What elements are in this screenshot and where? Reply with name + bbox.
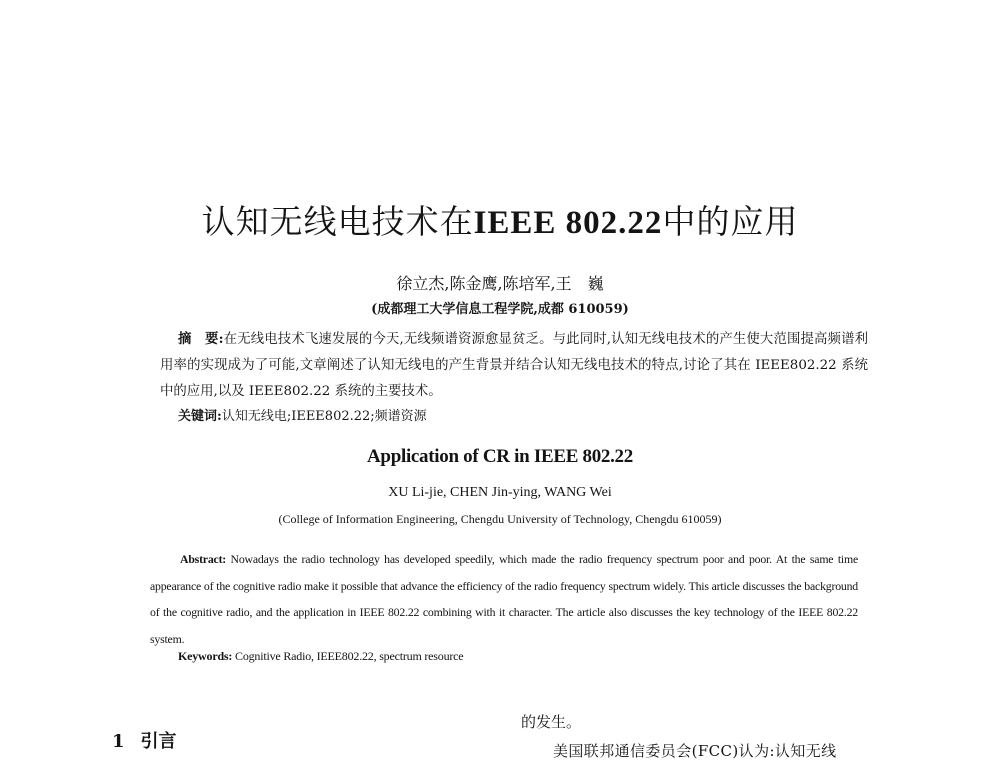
english-title: Application of CR in IEEE 802.22 [367, 446, 633, 467]
english-authors: XU Li-jie, CHEN Jin-ying, WANG Wei [388, 485, 612, 500]
section-number: 1 [112, 731, 125, 752]
keywords-zh-label: 关键词: [178, 409, 222, 424]
page-title [0, 196, 1000, 243]
body-text-line: 美国联邦通信委员会(FCC)认为:认知无线 [553, 742, 837, 760]
affiliation-zh: (成都理工大学信息工程学院,成都 610059) [371, 302, 629, 317]
abstract-zh-text: 在无线电技术飞速发展的今天,无线频谱资源愈显贫乏。与此同时,认知无线电技术的产生使大范围提高频谱利用率的实现成为了可能,文章阐述了认知无线电的产生背景并结合认知无线电技术的特点,讨论了其在 IEEE802.22 系统中的应用,以及 IEEE802.22 系统的主要技术。 [160, 332, 868, 399]
abstract-en-text: Nowadays the radio technology has developed speedily, which made the radio frequency spectrum poor and poor. At the same time appearance of the cognitive radio make it possible that advance the efficiency of the radio frequency spectrum widely. This article discusses the background of the cognitive radio, and the application in IEEE 802.22 combining with it character. The article also discusses the key technology of the IEEE 802.22 system. [150, 552, 859, 646]
title-en-part: IEEE 802.22 [473, 205, 663, 241]
abstract-zh [160, 326, 868, 405]
keywords-en-label: Keywords: [178, 649, 233, 663]
section-title: 引言 [140, 731, 177, 752]
body-text-line: 的发生。 [521, 713, 582, 731]
section-heading [112, 727, 177, 753]
authors-zh: 徐立杰,陈金鹰,陈培军,王 巍 [396, 274, 604, 293]
abstract-en-label: Abstract: [180, 552, 227, 566]
title-zh-suffix: 中的应用 [662, 202, 799, 241]
abstract-zh-label: 摘 要: [178, 331, 224, 347]
keywords-zh-text: 认知无线电;IEEE802.22;频谱资源 [221, 409, 427, 424]
keywords-en [178, 649, 463, 664]
keywords-en-text: Cognitive Radio, IEEE802.22, spectrum resource [235, 649, 464, 663]
keywords-zh [178, 404, 427, 430]
abstract-en [150, 546, 858, 652]
title-zh-prefix: 认知无线电技术在 [201, 202, 474, 241]
english-affiliation: (College of Information Engineering, Chengdu University of Technology, Chengdu 610059) [278, 512, 722, 526]
